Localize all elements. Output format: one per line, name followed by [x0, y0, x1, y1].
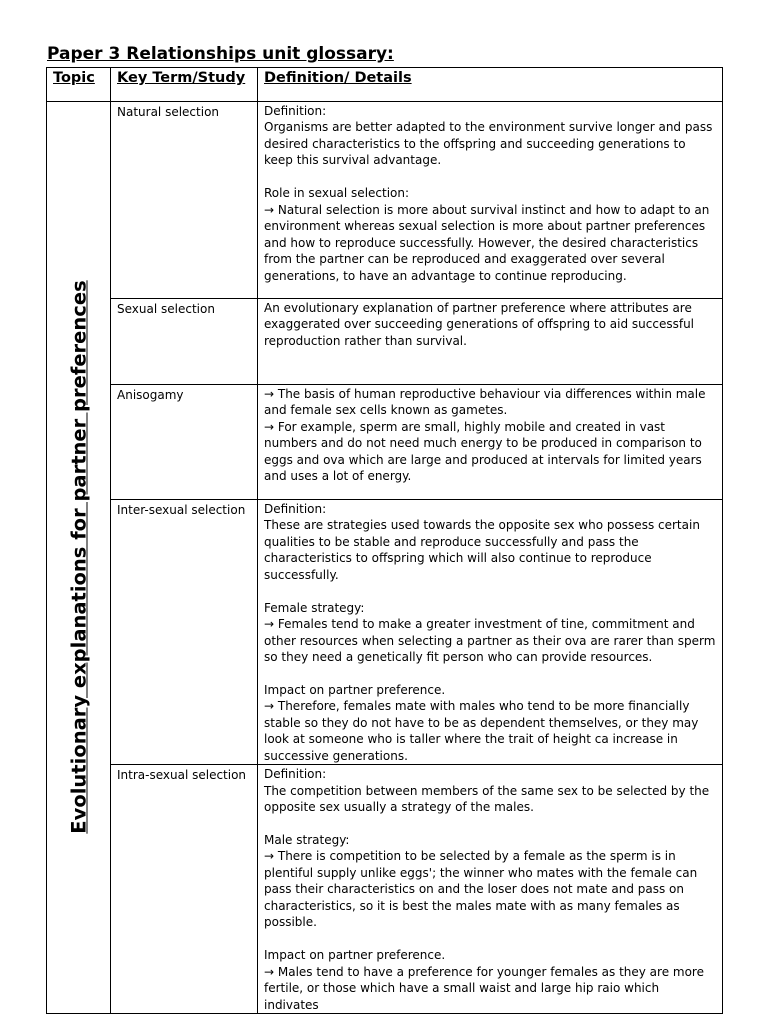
key-term: Inter-sexual selection [117, 503, 246, 517]
definition-cell [258, 102, 723, 299]
glossary-table [46, 67, 723, 1014]
paragraph-gap [264, 666, 716, 682]
definition-cell [258, 765, 723, 1014]
definition-text: The competition between members of the same sex to be selected by the opposite sex usually a strategy of the males. [264, 783, 710, 815]
topic-cell [47, 102, 111, 1014]
glossary-row [47, 385, 723, 500]
definition-text: → Females tend to make a greater investment of tine, commitment and other resources when selecting a partner as their ova are rarer than sperm so they need a genetically fit person who can provide resources. [264, 617, 716, 665]
definition-text: → There is competition to be selected by a female as the sperm is in plentiful supply unlike eggs'; the winner who mates with the female can pass their characteristics on and the loser does not mate and pass on characteristics, so it is best the males mate with as many females as possible. [264, 849, 698, 930]
header-definition: Definition/ Details [258, 68, 723, 102]
header-topic: Topic [47, 68, 111, 102]
definition-cell [258, 299, 723, 385]
definition-text: An evolutionary explanation of partner preference where attributes are exaggerated over succeeding generations of offspring to aid successful reproduction rather than survival. [264, 301, 695, 348]
key-term-cell [111, 385, 258, 500]
paragraph-gap [264, 816, 716, 832]
definition-text: Definition: [264, 502, 327, 516]
page-title: Paper 3 Relationships unit glossary: [47, 44, 394, 64]
paragraph-gap [264, 931, 716, 947]
key-term: Natural selection [117, 105, 220, 119]
definition-text: → Therefore, females mate with males who tend to be more financially stable so they do not have to be as dependent themselves, or they may look at someone who is taller where the trait of height ca increase in successive generations. [264, 699, 699, 763]
definition-text: Definition: [264, 104, 327, 118]
glossary-row [47, 299, 723, 385]
paragraph-gap [264, 169, 716, 185]
glossary-row [47, 500, 723, 765]
header-key-term: Key Term/Study [111, 68, 258, 102]
definition-text: → For example, sperm are small, highly mobile and created in vast numbers and do not need much energy to be produced in comparison to eggs and ova which are large and produced at intervals for limited years and uses a lot of energy. [264, 419, 702, 484]
key-term: Anisogamy [117, 388, 184, 402]
key-term: Intra-sexual selection [117, 768, 247, 783]
key-term: Sexual selection [117, 302, 215, 316]
key-term-cell [111, 765, 258, 1014]
definition-text: Female strategy: [264, 600, 365, 615]
key-term-cell [111, 299, 258, 385]
definition-text: Male strategy: [264, 833, 350, 848]
definition-text: → The basis of human reproductive behaviour via differences within male and female sex cells known as gametes. [264, 387, 706, 418]
definition-text: Organisms are better adapted to the environment survive longer and pass desired characteristics to the offspring and succeeding generations to keep this survival advantage. [264, 120, 713, 168]
definition-cell [258, 500, 723, 765]
definition-text: Role in sexual selection: [264, 186, 410, 201]
definition-text: Impact on partner preference. [264, 948, 446, 963]
glossary-row [47, 102, 723, 299]
definition-text: Definition: [264, 767, 327, 782]
topic-label: Evolutionary explanations for partner preferences [67, 280, 90, 835]
definition-text: These are strategies used towards the opposite sex who possess certain qualities to be stable and reproduce successfully and pass the characteristics to offspring which will also continue to reproduce successfully. [264, 518, 700, 582]
key-term-cell [111, 102, 258, 299]
definition-cell [258, 385, 723, 500]
paragraph-gap [264, 583, 716, 599]
header-row [47, 68, 723, 102]
definition-text: → Natural selection is more about survival instinct and how to adapt to an environment whereas sexual selection is more about partner preferences and how to reproduce successfully. However, the desired characteristics from the partner can be reproduced and exaggerated over several generations, to have an advantage to continue reproducing. [264, 202, 710, 283]
definition-text: → Males tend to have a preference for younger females as they are more fertile, or those which have a small waist and large hip raio which indivates [264, 964, 704, 1012]
glossary-row [47, 765, 723, 1014]
key-term-cell [111, 500, 258, 765]
definition-text: Impact on partner preference. [264, 682, 446, 697]
